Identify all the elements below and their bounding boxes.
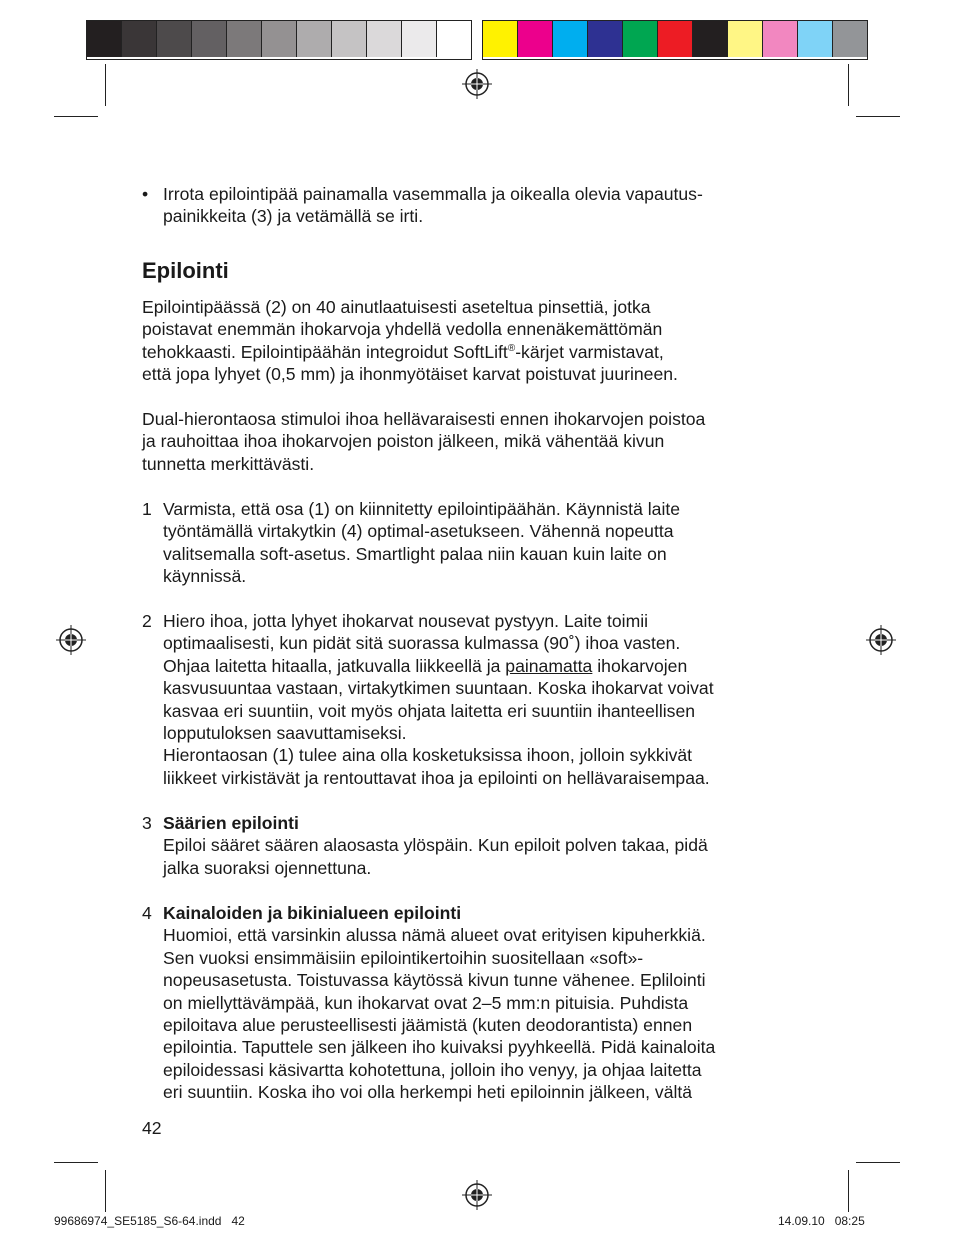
text-line: Epiloi sääret säären alaosasta ylöspäin. Kun epiloit polven takaa, pidä: [163, 835, 708, 856]
text-line: on miellyttävämpää, kun ihokarvat ovat 2–5 mm:n pituisia. Puhdista: [163, 992, 689, 1013]
color-swatch: [553, 21, 588, 57]
gray-swatch: [157, 21, 192, 57]
text-line: kasvaa eri suuntiin, voit myös ohjata laitetta eri suuntiin ihanteellisen: [163, 700, 696, 721]
text-line: käynnissä.: [163, 566, 247, 587]
crop-mark: [848, 64, 849, 106]
text-line: Dual-hierontaosa stimuloi ihoa hellävaraisesti ennen ihokarvojen poistoa: [142, 409, 706, 429]
step-number: 2: [142, 611, 152, 631]
text-line: Ohjaa laitetta hitaalla, jatkuvalla liikkeellä ja painamatta ihokarvojen: [163, 655, 688, 676]
text-line: lopputuloksen saavuttamiseksi.: [163, 723, 407, 744]
color-swatch: [763, 21, 798, 57]
grayscale-calibration-bar: [86, 20, 472, 60]
registered-mark: ®: [507, 342, 516, 354]
underlined-word: painamatta: [505, 655, 593, 676]
color-swatch: [693, 21, 728, 57]
registration-mark-icon: [462, 1180, 492, 1210]
text-line: jalka suoraksi ojennettuna.: [163, 857, 372, 878]
color-swatch: [798, 21, 833, 57]
page-number: 42: [142, 1118, 162, 1138]
text-line: eri suuntiin. Koska iho voi olla herkempi heti epiloinnin jälkeen, vältä: [163, 1082, 693, 1103]
text-line: Hiero ihoa, jotta lyhyet ihokarvat nousevat pystyyn. Laite toimii: [163, 611, 649, 631]
color-swatch: [483, 21, 518, 57]
text-line: optimaalisesti, kun pidät sitä suorassa kulmassa (90˚) ihoa vasten.: [163, 633, 681, 654]
text-line: Epilointipäässä (2) on 40 ainutlaatuisesti aseteltua pinsettiä, jotka: [142, 297, 651, 317]
section-heading: Epilointi: [142, 258, 229, 283]
gray-swatch: [367, 21, 402, 57]
gray-swatch: [192, 21, 227, 57]
text-line: että jopa lyhyet (0,5 mm) ja ihonmyötäiset karvat poistuvat juurineen.: [142, 364, 678, 385]
step-2: [142, 610, 714, 789]
crop-mark: [105, 64, 106, 106]
color-swatch: [833, 21, 867, 57]
paragraph-intro: [142, 296, 678, 386]
step-1: [142, 498, 680, 588]
text-line: epiloidessasi käsivartta kohotettuna, jolloin iho venyy, ja ohjaa laitetta: [163, 1059, 702, 1080]
gray-swatch: [262, 21, 297, 57]
text-line: valitsemalla soft-asetus. Smartlight palaa niin kauan kuin laite on: [163, 543, 667, 564]
step-title: Säärien epilointi: [163, 813, 299, 833]
registration-mark-icon: [56, 625, 86, 655]
registration-mark-icon: [462, 69, 492, 99]
step-number: 1: [142, 499, 152, 519]
color-swatch: [588, 21, 623, 57]
text-line: tehokkaasti. Epilointipäähän integroidut SoftLift®-kärjet varmistavat,: [142, 341, 664, 362]
step-title: Kainaloiden ja bikinialueen epilointi: [163, 903, 462, 923]
paragraph-massage: [142, 408, 705, 475]
crop-mark: [856, 1162, 900, 1163]
step-number: 4: [142, 903, 152, 923]
footer-date-slug: 14.09.10 08:25: [778, 1214, 865, 1228]
gray-swatch: [297, 21, 332, 57]
crop-mark: [105, 1170, 106, 1212]
gray-swatch: [437, 21, 471, 57]
crop-mark: [856, 116, 900, 117]
gray-swatch: [332, 21, 367, 57]
text-line: painikkeita (3) ja vetämällä se irti.: [163, 206, 424, 227]
step-4: [142, 902, 715, 1104]
text-line: tunnetta merkittävästi.: [142, 453, 315, 474]
bullet-marker: •: [142, 184, 149, 204]
color-swatch: [728, 21, 763, 57]
gray-swatch: [87, 21, 122, 57]
text-line: Huomioi, että varsinkin alussa nämä alueet ovat erityisen kipuherkkiä.: [163, 925, 706, 946]
gray-swatch: [122, 21, 157, 57]
gray-swatch: [402, 21, 437, 57]
crop-mark: [54, 116, 98, 117]
text-line: Irrota epilointipää painamalla vasemmalla ja oikealla olevia vapautus-: [163, 184, 703, 204]
gray-swatch: [227, 21, 262, 57]
step-3: [142, 812, 708, 879]
text-line: poistavat enemmän ihokarvoja yhdellä vedolla ennenäkemättömän: [142, 319, 663, 340]
footer-file-slug: 99686974_SE5185_S6-64.indd 42: [54, 1214, 245, 1228]
text-line: Varmista, että osa (1) on kiinnitetty epilointipäähän. Käynnistä laite: [163, 499, 681, 519]
color-calibration-bar: [482, 20, 868, 60]
text-line: työntämällä virtakytkin (4) optimal-asetukseen. Vähennä nopeutta: [163, 521, 674, 542]
color-swatch: [623, 21, 658, 57]
intro-bullet: [142, 183, 703, 228]
text-line: Sen vuoksi ensimmäisiin epilointikertoihin suositellaan «soft»-: [163, 947, 644, 968]
text-line: liikkeet virkistävät ja rentouttavat ihoa ja epilointi on hellävaraisempaa.: [163, 767, 710, 788]
crop-mark: [848, 1170, 849, 1212]
color-swatch: [518, 21, 553, 57]
registration-mark-icon: [866, 625, 896, 655]
crop-mark: [54, 1162, 98, 1163]
step-number: 3: [142, 813, 152, 833]
color-swatch: [658, 21, 693, 57]
text-line: ja rauhoittaa ihoa ihokarvojen poiston jälkeen, mikä vähentää kivun: [142, 431, 665, 452]
text-line: epiloitava alue perusteellisesti jäämistä (kuten deodorantista) ennen: [163, 1015, 693, 1036]
text-line: kasvusuuntaa vastaan, virtakytkimen suuntaan. Koska ihokarvat voivat: [163, 678, 714, 699]
text-line: nopeusasetusta. Toistuvassa käytössä kivun tunne vähenee. Eplilointi: [163, 970, 706, 991]
text-line: Hierontaosan (1) tulee aina olla kosketuksissa ihoon, jolloin sykkivät: [163, 745, 693, 766]
text-line: epilointia. Taputtele sen jälkeen iho kuivaksi pyyhkeellä. Pidä kainaloita: [163, 1037, 716, 1058]
